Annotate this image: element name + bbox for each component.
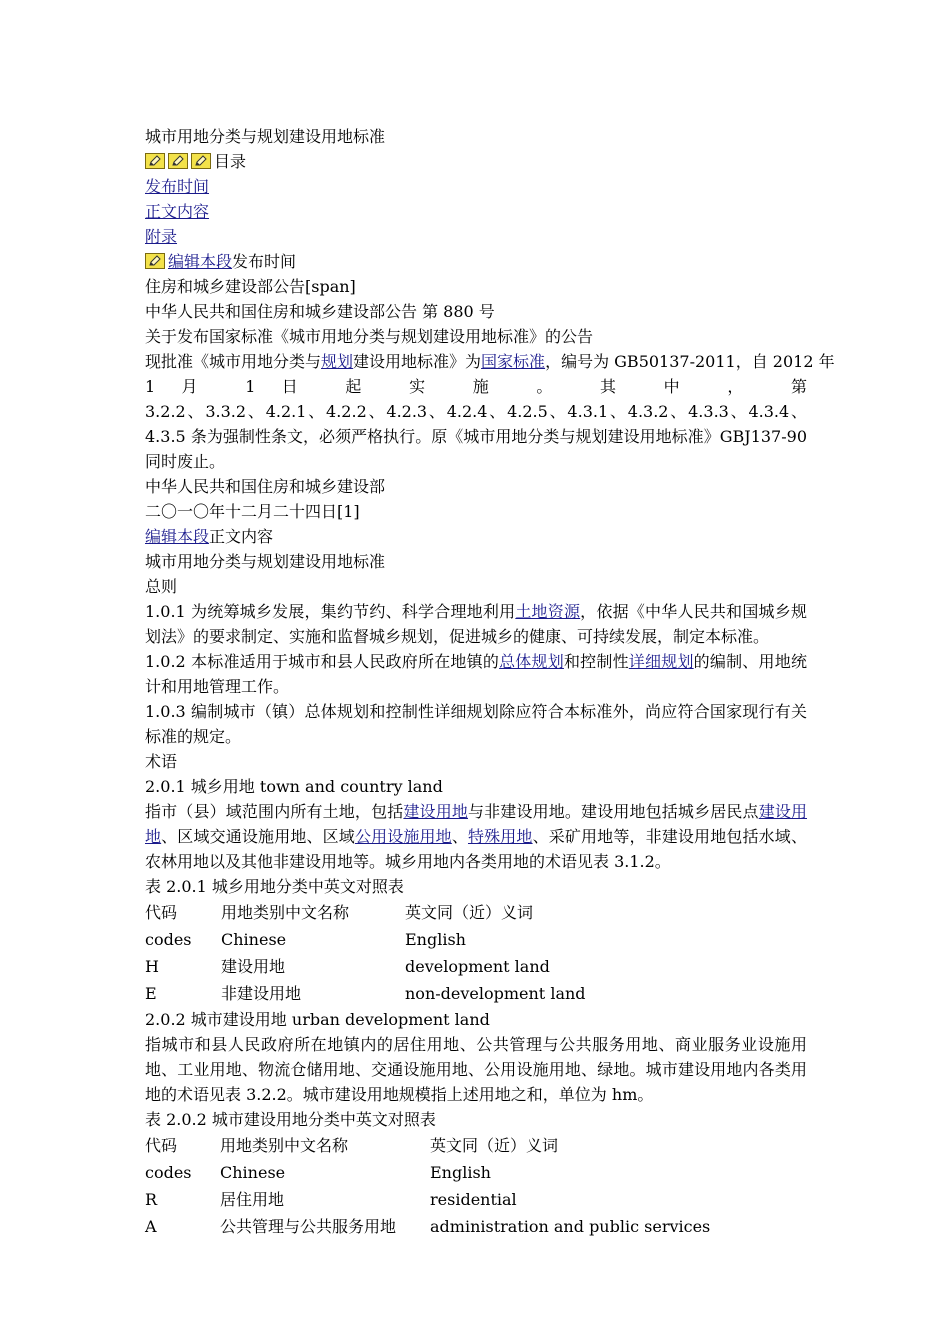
table-row: codes Chinese English: [145, 1163, 491, 1182]
announcement-title: 关于发布国家标准《城市用地分类与规划建设用地标准》的公告: [145, 327, 594, 346]
edit-section-link[interactable]: 编辑本段: [168, 252, 233, 271]
table-row: H 建设用地 development land: [145, 957, 550, 976]
link-land-resources[interactable]: 土地资源: [515, 602, 581, 621]
edit-pencil-icon[interactable]: [145, 253, 165, 269]
announcement-source: 住房和城乡建设部公告[span]: [145, 277, 356, 296]
table-row: 代码 用地类别中文名称 英文同（近）义词: [145, 1136, 559, 1155]
section-title: 正文内容: [209, 527, 274, 546]
document-body: [145, 124, 835, 1240]
announcement-body: 现批准《城市用地分类与规划建设用地标准》为国家标准，编号为 GB50137-2011，自 2012 年 1 月 1 日 起 实 施 。 其 中 ， 第 3.2.2、3.3.2、4.2.1、4.2.2、4.2.3、4.2.4、4.2.5、4.3.1、4.3.2、4.3.3、4.3.4、4.3.5 条为强制性条文，必须严格执行。原《城市用地分类与规划建设用地标准》GBJ137-90 同时废止。: [145, 352, 835, 471]
clause-1-0-3: 1.0.3 编制城市（镇）总体规划和控制性详细规划除应符合本标准外，尚应符合国家现行有关标准的规定。: [145, 702, 807, 746]
link-development-land[interactable]: 建设用地: [403, 802, 468, 821]
link-development-land[interactable]: 建设用地: [145, 802, 807, 846]
chapter-terms: 术语: [145, 752, 178, 771]
section-title: 发布时间: [232, 252, 297, 271]
toc-label: 目录: [214, 152, 247, 171]
toc-header: [145, 149, 807, 174]
table-2-0-1-caption: 表 2.0.1 城乡用地分类中英文对照表: [145, 877, 404, 896]
toc-link-appendix[interactable]: 附录: [145, 227, 178, 246]
chapter-general: 总则: [145, 577, 178, 596]
clause-1-0-2: 1.0.2 本标准适用于城市和县人民政府所在地镇的总体规划和控制性详细规划的编制、用地统计和用地管理工作。: [145, 652, 807, 696]
clause-1-0-1: 1.0.1 为统筹城乡发展，集约节约、科学合理地利用土地资源，依据《中华人民共和国城乡规划法》的要求制定、实施和监督城乡规划，促进城乡的健康、可持续发展，制定本标准。: [145, 602, 807, 646]
doc-title: 城市用地分类与规划建设用地标准: [145, 127, 386, 146]
link-master-plan[interactable]: 总体规划: [499, 652, 564, 671]
link-detailed-plan[interactable]: 详细规划: [628, 652, 694, 671]
toc-link-publish-time[interactable]: 发布时间: [145, 177, 210, 196]
edit-section-link[interactable]: 编辑本段: [145, 527, 210, 546]
standard-title: 城市用地分类与规划建设用地标准: [145, 552, 386, 571]
link-national-standard[interactable]: 国家标准: [481, 352, 546, 371]
announcement-number: 中华人民共和国住房和城乡建设部公告 第 880 号: [145, 302, 495, 321]
table-row: codes Chinese English: [145, 930, 466, 949]
link-public-utility-land[interactable]: 公用设施用地: [354, 827, 452, 846]
term-2-0-2-definition: 指城市和县人民政府所在地镇内的居住用地、公共管理与公共服务用地、商业服务业设施用地、工业用地、物流仓储用地、交通设施用地、公用设施用地、绿地。城市建设用地内各类用地的术语见表 3.2.2。城市建设用地规模指上述用地之和，单位为 hm。: [145, 1035, 807, 1104]
table-row: R 居住用地 residential: [145, 1190, 517, 1209]
issuer: 中华人民共和国住房和城乡建设部: [145, 477, 386, 496]
section-heading-main: [145, 524, 807, 549]
edit-pencil-icon[interactable]: [191, 153, 211, 169]
section-heading-publish: [145, 249, 807, 274]
table-2-0-2: [145, 1132, 710, 1240]
term-2-0-1-definition: 指市（县）域范围内所有土地，包括建设用地与非建设用地。建设用地包括城乡居民点建设用地、区域交通设施用地、区域公用设施用地、特殊用地、采矿用地等，非建设用地包括水域、农林用地以及其他非建设用地等。城乡用地内各类用地的术语见表 3.1.2。: [145, 802, 807, 871]
table-2-0-1: [145, 899, 586, 1007]
table-row: 代码 用地类别中文名称 英文同（近）义词: [145, 903, 534, 922]
table-row: A 公共管理与公共服务用地 administration and public services: [145, 1217, 711, 1236]
link-special-land[interactable]: 特殊用地: [467, 827, 533, 846]
term-2-0-2: 2.0.2 城市建设用地 urban development land: [145, 1010, 490, 1029]
edit-pencil-icon[interactable]: [168, 153, 188, 169]
table-row: E 非建设用地 non-development land: [145, 984, 586, 1003]
link-planning[interactable]: 规划: [321, 352, 354, 371]
table-2-0-2-caption: 表 2.0.2 城市建设用地分类中英文对照表: [145, 1110, 436, 1129]
term-2-0-1: 2.0.1 城乡用地 town and country land: [145, 777, 443, 796]
toc-link-main-text[interactable]: 正文内容: [145, 202, 210, 221]
edit-pencil-icon[interactable]: [145, 153, 165, 169]
issue-date: 二〇一〇年十二月二十四日[1]: [145, 502, 360, 521]
